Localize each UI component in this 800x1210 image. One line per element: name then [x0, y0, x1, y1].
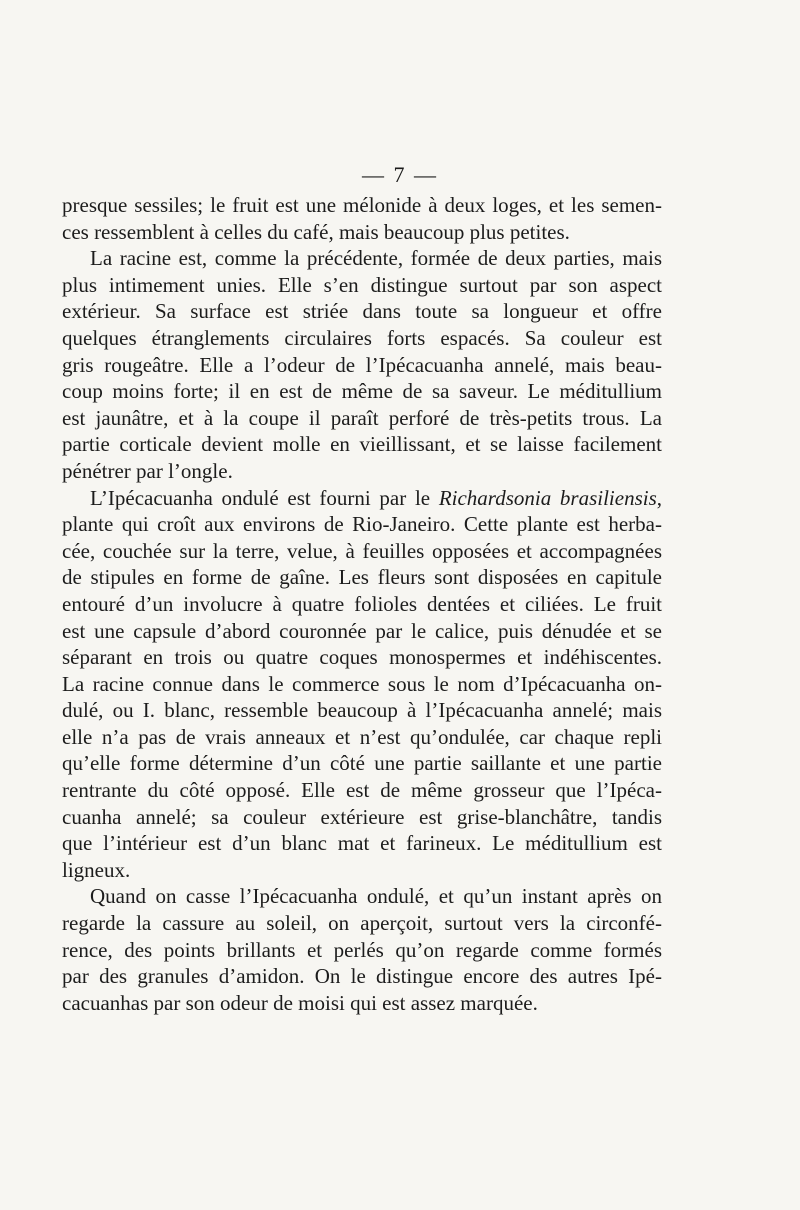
text-line: La racine connue dans le commerce sous le nom d’Ipécacuanha on-: [62, 671, 662, 696]
text-line: presque sessiles; le fruit est une mélonide à deux loges, et les semen-: [62, 193, 662, 217]
body-text: [62, 192, 662, 1016]
text-line: dulé, ou I. blanc, ressemble beaucoup à l’Ipécacuanha annelé; mais: [62, 698, 662, 723]
text-line: [62, 485, 662, 512]
text-line: extérieur. Sa surface est striée dans toute sa longueur et offre: [62, 299, 662, 324]
text-line: cuanha annelé; sa couleur extérieure est grise-blanchâtre, tandis: [62, 804, 662, 829]
text-line: quelques étranglements circulaires forts espacés. Sa couleur est: [62, 325, 662, 350]
text-line: La racine est, comme la précédente, formée de deux parties, mais: [90, 246, 662, 271]
text-line: gris rougeâtre. Elle a l’odeur de l’Ipécacuanha annelé, mais beau-: [62, 352, 662, 377]
text-line: coup moins forte; il en est de même de sa saveur. Le méditullium: [62, 379, 662, 404]
text-line: regarde la cassure au soleil, on aperçoit, surtout vers la circonfé-: [62, 911, 662, 936]
text-line: cacuanhas par son odeur de moisi qui est assez marquée.: [62, 990, 538, 1015]
species-name: Richardsonia brasiliensis: [438, 485, 657, 510]
text-line: ces ressemblent à celles du café, mais beaucoup plus petites.: [62, 219, 570, 244]
text-line: ligneux.: [62, 857, 131, 882]
text-segment: L’Ipécacuanha ondulé est fourni par le: [90, 485, 439, 510]
text-line: elle n’a pas de vrais anneaux et n’est qu’ondulée, car chaque repli: [62, 724, 662, 749]
text-line: rentrante du côté opposé. Elle est de même grosseur que l’Ipéca-: [62, 778, 662, 803]
text-line: rence, des points brillants et perlés qu’on regarde comme formés: [62, 937, 662, 962]
text-line: de stipules en forme de gaîne. Les fleurs sont disposées en capitule: [62, 565, 662, 590]
text-line: pénétrer par l’ongle.: [62, 458, 233, 483]
text-line: partie corticale devient molle en vieillissant, et se laisse facilement: [62, 432, 662, 457]
text-line: plus intimement unies. Elle s’en distingue surtout par son aspect: [62, 272, 662, 297]
text-line: cée, couchée sur la terre, velue, à feuilles opposées et accompagnées: [62, 538, 662, 563]
page-number: — 7 —: [362, 162, 438, 187]
text-line: Quand on casse l’Ipécacuanha ondulé, et qu’un instant après on: [90, 884, 662, 909]
text-line: est une capsule d’abord couronnée par le calice, puis dénudée et se: [62, 618, 662, 643]
text-line: que l’intérieur est d’un blanc mat et farineux. Le méditullium est: [62, 831, 662, 856]
text-line: qu’elle forme détermine d’un côté une partie saillante et une partie: [62, 751, 662, 776]
text-line: plante qui croît aux environs de Rio-Janeiro. Cette plante est herba-: [62, 512, 662, 537]
text-line: séparant en trois ou quatre coques monospermes et indéhiscentes.: [62, 645, 662, 670]
text-line: est jaunâtre, et à la coupe il paraît perforé de très-petits trous. La: [62, 405, 662, 430]
text-segment: ,: [656, 485, 662, 510]
text-line: entouré d’un involucre à quatre folioles dentées et ciliées. Le fruit: [62, 591, 662, 616]
text-line: par des granules d’amidon. On le distingue encore des autres Ipé-: [62, 964, 662, 989]
